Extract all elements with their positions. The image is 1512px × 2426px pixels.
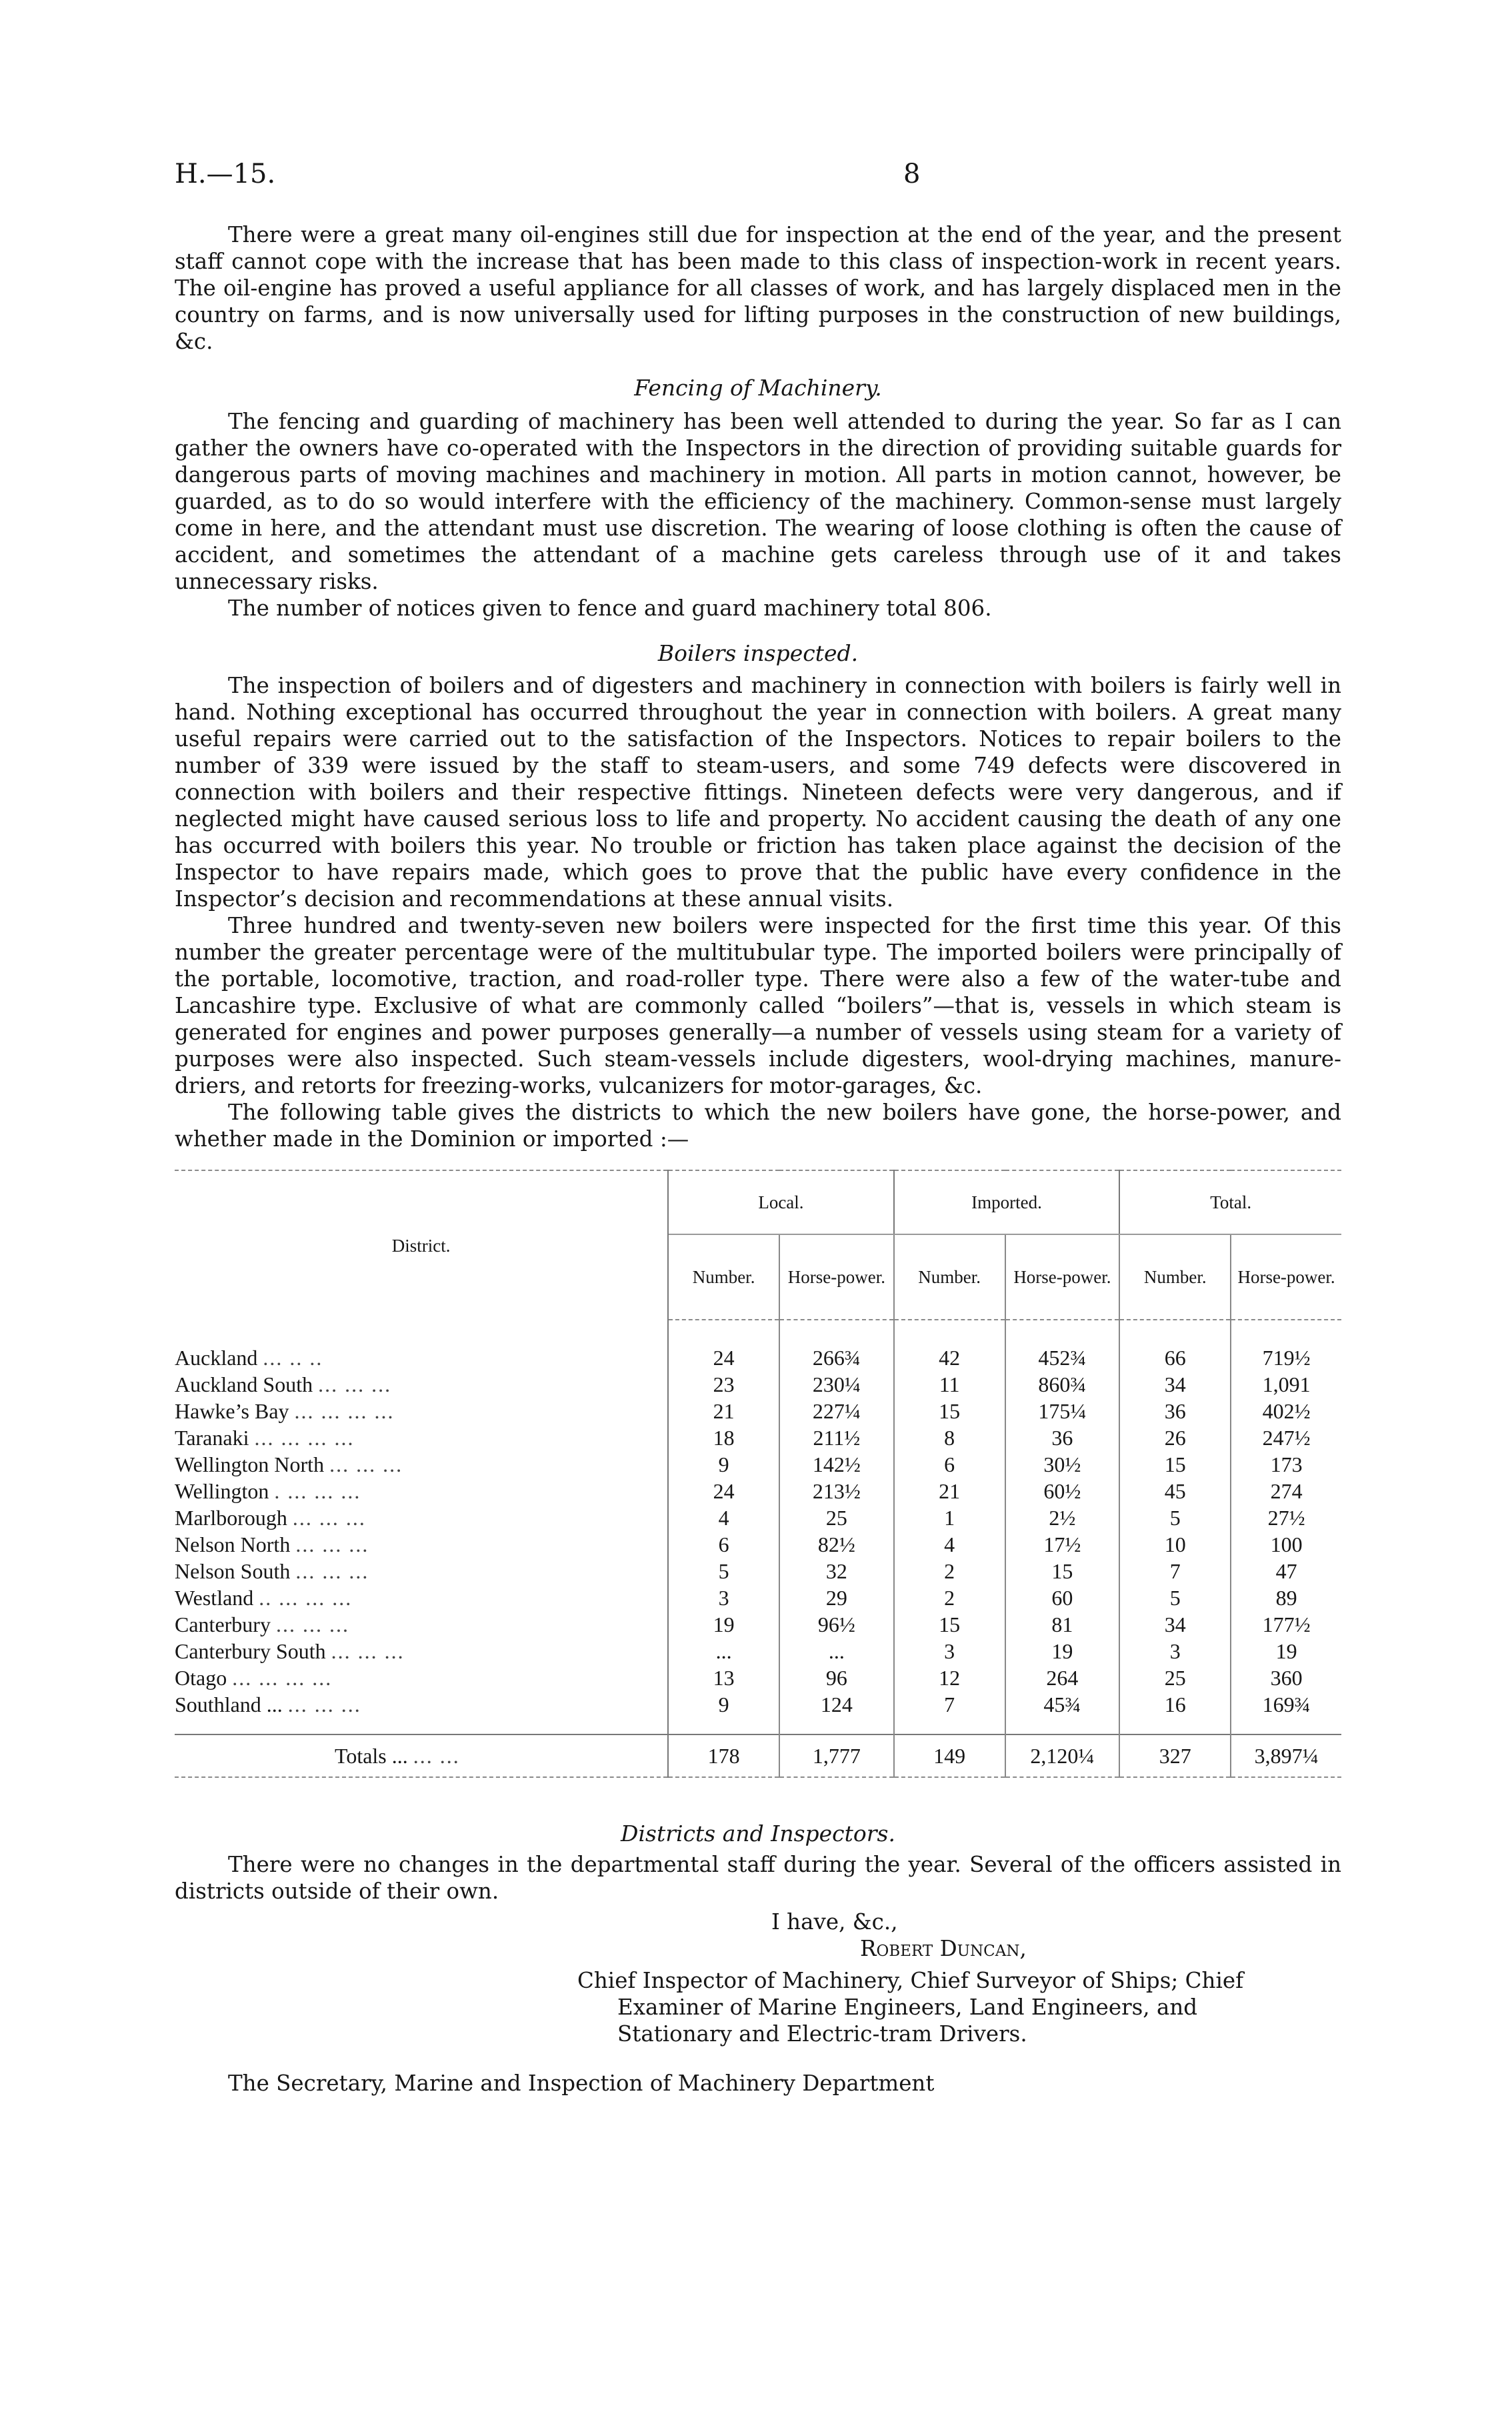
local-number-cell: 5: [668, 1558, 779, 1584]
imported-horsepower-cell: 452¾: [1005, 1320, 1120, 1371]
totals-label: Totals ...: [335, 1744, 408, 1768]
table-row: [175, 1451, 1341, 1478]
imported-horsepower-cell: 17½: [1005, 1531, 1120, 1558]
total-local-number-cell: 178: [668, 1734, 779, 1777]
leader-dots: ... ... ... ...: [232, 1666, 333, 1690]
total-horsepower-cell: 719½: [1231, 1320, 1341, 1371]
leader-dots: ... ... ...: [331, 1639, 405, 1663]
local-horsepower-cell: 213½: [779, 1478, 894, 1504]
boilers-paragraph-2: Three hundred and twenty-seven new boilers were inspected for the first time this year. Of this number the greater percentage were of the multitubular type. The imported boilers were principally of the portable, locomotive, traction, and road-roller type. There were also a few of the water-tube and Lancashire type. Exclusive of what are commonly called “boilers”—that is, vessels in which steam is generated for engines and power purposes generally—a number of vessels using steam for a variety of purposes were also inspected. Such steam-vessels include digesters, wool-drying machines, manure-driers, and retorts for freezing-works, vulcanizers for motor-garages, &c.: [175, 913, 1341, 1098]
local-horsepower-cell: 25: [779, 1504, 894, 1531]
page-number: 8: [903, 159, 921, 189]
imported-number-cell: 21: [894, 1478, 1005, 1504]
local-horsepower-cell: 142½: [779, 1451, 894, 1478]
total-number-cell: 5: [1119, 1504, 1231, 1531]
imported-number-cell: 11: [894, 1371, 1005, 1398]
imported-horsepower-header: Horse-power.: [1005, 1234, 1120, 1320]
total-horsepower-cell: 173: [1231, 1451, 1341, 1478]
leader-dots: ... ... ...: [275, 1612, 349, 1636]
total-imported-number-cell: 149: [894, 1734, 1005, 1777]
fencing-heading: Fencing of Machinery.: [634, 375, 882, 401]
total-number-header: Number.: [1119, 1234, 1231, 1320]
district-cell: [175, 1424, 668, 1451]
district-cell: [175, 1504, 668, 1531]
district-name: Taranaki: [175, 1426, 249, 1450]
leader-dots: ... ... ...: [292, 1506, 366, 1530]
local-horsepower-cell: 230¼: [779, 1371, 894, 1398]
district-name: Auckland South: [175, 1372, 313, 1396]
total-horsepower-cell: 89: [1231, 1584, 1341, 1611]
districts-heading: Districts and Inspectors.: [621, 1821, 895, 1847]
signatory-title-line: Chief Inspector of Machinery, Chief Surveyor of Ships; Chief: [577, 1968, 1244, 1993]
district-cell: [175, 1398, 668, 1424]
local-horsepower-cell: 29: [779, 1584, 894, 1611]
total-number-cell: 25: [1119, 1664, 1231, 1691]
imported-number-cell: 3: [894, 1638, 1005, 1664]
local-horsepower-cell: 96: [779, 1664, 894, 1691]
total-number-cell: 36: [1119, 1398, 1231, 1424]
boilers-heading: Boilers inspected.: [657, 640, 859, 666]
total-number-cell: 26: [1119, 1424, 1231, 1451]
local-number-cell: 9: [668, 1691, 779, 1734]
total-horsepower-cell: 47: [1231, 1558, 1341, 1584]
leader-dots: .. ... ... ...: [259, 1586, 353, 1610]
local-number-cell: 13: [668, 1664, 779, 1691]
local-horsepower-header: Horse-power.: [779, 1234, 894, 1320]
page-body: [175, 221, 1341, 2097]
district-cell: [175, 1691, 668, 1734]
imported-horsepower-cell: 2½: [1005, 1504, 1120, 1531]
imported-number-cell: 15: [894, 1398, 1005, 1424]
imported-number-cell: 12: [894, 1664, 1005, 1691]
district-cell: [175, 1664, 668, 1691]
intro-paragraph: There were a great many oil-engines still due for inspection at the end of the year, and the present staff cannot cope with the increase that has been made to this class of inspection-work in recent years. The oil-engine has proved a useful appliance for all classes of work, and has largely displaced men in the country on farms, and is now universally used for lifting purposes in the construction of new buildings, &c.: [175, 222, 1341, 354]
total-number-cell: 10: [1119, 1531, 1231, 1558]
addressee: The Secretary, Marine and Inspection of Machinery Department: [228, 2071, 935, 2096]
local-number-cell: ...: [668, 1638, 779, 1664]
local-group-header: Local.: [668, 1170, 894, 1234]
local-number-cell: 18: [668, 1424, 779, 1451]
grand-total-horsepower-cell: 3,897¼: [1231, 1734, 1341, 1777]
imported-number-cell: 7: [894, 1691, 1005, 1734]
imported-horsepower-cell: 60: [1005, 1584, 1120, 1611]
total-horsepower-cell: 274: [1231, 1478, 1341, 1504]
total-horsepower-cell: 1,091: [1231, 1371, 1341, 1398]
table-row: [175, 1398, 1341, 1424]
local-number-cell: 21: [668, 1398, 779, 1424]
local-number-cell: 4: [668, 1504, 779, 1531]
local-horsepower-cell: 211½: [779, 1424, 894, 1451]
leader-dots: . ... ... ...: [274, 1479, 361, 1503]
local-number-cell: 3: [668, 1584, 779, 1611]
district-cell: [175, 1478, 668, 1504]
imported-horsepower-cell: 81: [1005, 1611, 1120, 1638]
local-horsepower-cell: 96½: [779, 1611, 894, 1638]
total-horsepower-cell: 402½: [1231, 1398, 1341, 1424]
table-row: [175, 1611, 1341, 1638]
total-horsepower-cell: 177½: [1231, 1611, 1341, 1638]
report-reference: H.—15.: [175, 159, 276, 189]
district-cell: [175, 1584, 668, 1611]
new-boilers-table: [175, 1170, 1341, 1778]
imported-number-cell: 2: [894, 1584, 1005, 1611]
total-horsepower-cell: 27½: [1231, 1504, 1341, 1531]
districts-paragraph: There were no changes in the departmental staff during the year. Several of the officers assisted in districts outside of their own.: [175, 1852, 1341, 1904]
local-number-header: Number.: [668, 1234, 779, 1320]
imported-group-header: Imported.: [894, 1170, 1120, 1234]
fencing-paragraph: The fencing and guarding of machinery has been well attended to during the year. So far as I can gather the owners have co-operated with the Inspectors in the direction of providing suitable guards for dangerous parts of moving machines and machinery in motion. All parts in motion cannot, however, be guarded, as to do so would interfere with the efficiency of the machinery. Common-sense must largely come in here, and the attendant must use discretion. The wearing of loose clothing is often the cause of accident, and sometimes the attendant of a machine gets careless through use of it and takes unnecessary risks.: [175, 409, 1341, 594]
district-name: Wellington: [175, 1479, 269, 1503]
district-cell: [175, 1451, 668, 1478]
district-cell: [175, 1320, 668, 1371]
signature-block: [175, 1909, 1341, 2062]
local-number-cell: 6: [668, 1531, 779, 1558]
grand-total-number-cell: 327: [1119, 1734, 1231, 1777]
imported-number-cell: 42: [894, 1320, 1005, 1371]
leader-dots: ... ... ...: [295, 1532, 369, 1556]
total-group-header: Total.: [1119, 1170, 1341, 1234]
fencing-notices-paragraph: The number of notices given to fence and guard machinery total 806.: [228, 595, 992, 621]
boilers-paragraph-3: The following table gives the districts to which the new boilers have gone, the horse-power, and whether made in the Dominion or imported :—: [175, 1100, 1341, 1152]
imported-horsepower-cell: 36: [1005, 1424, 1120, 1451]
signatory-title-line: Examiner of Marine Engineers, Land Engineers, and: [617, 1995, 1198, 2020]
local-number-cell: 19: [668, 1611, 779, 1638]
district-name: Marlborough: [175, 1506, 287, 1530]
total-horsepower-cell: 360: [1231, 1664, 1341, 1691]
district-cell: [175, 1531, 668, 1558]
leader-dots: ... ... ...: [287, 1692, 361, 1716]
imported-number-cell: 2: [894, 1558, 1005, 1584]
imported-number-cell: 15: [894, 1611, 1005, 1638]
leader-dots: ... ... ...: [329, 1452, 403, 1476]
total-number-cell: 34: [1119, 1611, 1231, 1638]
total-local-horsepower-cell: 1,777: [779, 1734, 894, 1777]
signatory-name: Robert Duncan,: [860, 1936, 1027, 1961]
local-horsepower-cell: ...: [779, 1638, 894, 1664]
district-cell: [175, 1558, 668, 1584]
district-name: Canterbury: [175, 1612, 271, 1636]
district-name: Westland: [175, 1586, 254, 1610]
total-number-cell: 34: [1119, 1371, 1231, 1398]
imported-horsepower-cell: 15: [1005, 1558, 1120, 1584]
signatory-title-line: Stationary and Electric-tram Drivers.: [617, 2021, 1027, 2047]
page-header: [175, 159, 1341, 199]
totals-row: [175, 1734, 1341, 1777]
total-number-cell: 5: [1119, 1584, 1231, 1611]
district-name: Nelson South: [175, 1559, 291, 1583]
imported-number-cell: 6: [894, 1451, 1005, 1478]
district-name: Nelson North: [175, 1532, 291, 1556]
imported-horsepower-cell: 45¾: [1005, 1691, 1120, 1734]
total-horsepower-header: Horse-power.: [1231, 1234, 1341, 1320]
local-horsepower-cell: 32: [779, 1558, 894, 1584]
district-name: Otago: [175, 1666, 227, 1690]
boilers-paragraph-1: The inspection of boilers and of digesters and machinery in connection with boilers is fairly well in hand. Nothing exceptional has occurred throughout the year in connection with boilers. A great many useful repairs were carried out to the satisfaction of the Inspectors. Notices to repair boilers to the number of 339 were issued by the staff to steam-users, and some 749 defects were discovered in connection with boilers and their respective fittings. Nineteen defects were very dangerous, and if neglected might have caused serious loss to life and property. No accident causing the death of any one has occurred with boilers this year. No trouble or friction has taken place against the decision of the Inspector to have repairs made, which goes to prove that the public have every confidence in the Inspector’s decision and recommendations at these annual visits.: [175, 673, 1341, 912]
imported-horsepower-cell: 860¾: [1005, 1371, 1120, 1398]
local-horsepower-cell: 124: [779, 1691, 894, 1734]
table-row: [175, 1584, 1341, 1611]
leader-dots: ... ... ... ...: [294, 1399, 395, 1423]
local-number-cell: 24: [668, 1478, 779, 1504]
leader-dots: ... .. ..: [263, 1345, 323, 1370]
table-row: [175, 1478, 1341, 1504]
table-row: [175, 1504, 1341, 1531]
total-number-cell: 7: [1119, 1558, 1231, 1584]
total-horsepower-cell: 100: [1231, 1531, 1341, 1558]
local-number-cell: 9: [668, 1451, 779, 1478]
total-number-cell: 15: [1119, 1451, 1231, 1478]
total-number-cell: 3: [1119, 1638, 1231, 1664]
table-row: [175, 1320, 1341, 1371]
district-cell: [175, 1611, 668, 1638]
leader-dots: ... ...: [413, 1744, 460, 1768]
imported-horsepower-cell: 60½: [1005, 1478, 1120, 1504]
table-row: [175, 1531, 1341, 1558]
district-name: Hawke’s Bay: [175, 1399, 289, 1423]
imported-number-cell: 4: [894, 1531, 1005, 1558]
imported-number-cell: 1: [894, 1504, 1005, 1531]
total-horsepower-cell: 19: [1231, 1638, 1341, 1664]
district-name: Auckland: [175, 1345, 258, 1370]
total-number-cell: 66: [1119, 1320, 1231, 1371]
leader-dots: ... ... ...: [318, 1372, 392, 1396]
total-horsepower-cell: 247½: [1231, 1424, 1341, 1451]
total-horsepower-cell: 169¾: [1231, 1691, 1341, 1734]
district-name: Wellington North: [175, 1452, 325, 1476]
table-row: [175, 1691, 1341, 1734]
local-number-cell: 24: [668, 1320, 779, 1371]
local-horsepower-cell: 266¾: [779, 1320, 894, 1371]
district-cell: [175, 1371, 668, 1398]
imported-number-cell: 8: [894, 1424, 1005, 1451]
district-cell: [175, 1638, 668, 1664]
table-row: [175, 1664, 1341, 1691]
total-number-cell: 16: [1119, 1691, 1231, 1734]
district-name: Southland ...: [175, 1692, 283, 1716]
table-row: [175, 1424, 1341, 1451]
local-number-cell: 23: [668, 1371, 779, 1398]
leader-dots: ... ... ...: [295, 1559, 369, 1583]
table-row: [175, 1558, 1341, 1584]
district-name: Canterbury South: [175, 1639, 326, 1663]
local-horsepower-cell: 82½: [779, 1531, 894, 1558]
leader-dots: ... ... ... ...: [254, 1426, 355, 1450]
totals-label-cell: [175, 1734, 668, 1777]
closing-line: I have, &c.,: [771, 1909, 898, 1935]
imported-number-header: Number.: [894, 1234, 1005, 1320]
total-imported-horsepower-cell: 2,120¼: [1005, 1734, 1120, 1777]
table-row: [175, 1638, 1341, 1664]
imported-horsepower-cell: 19: [1005, 1638, 1120, 1664]
imported-horsepower-cell: 264: [1005, 1664, 1120, 1691]
total-number-cell: 45: [1119, 1478, 1231, 1504]
local-horsepower-cell: 227¼: [779, 1398, 894, 1424]
imported-horsepower-cell: 30½: [1005, 1451, 1120, 1478]
district-column-header: District.: [175, 1170, 668, 1320]
table-row: [175, 1371, 1341, 1398]
imported-horsepower-cell: 175¼: [1005, 1398, 1120, 1424]
